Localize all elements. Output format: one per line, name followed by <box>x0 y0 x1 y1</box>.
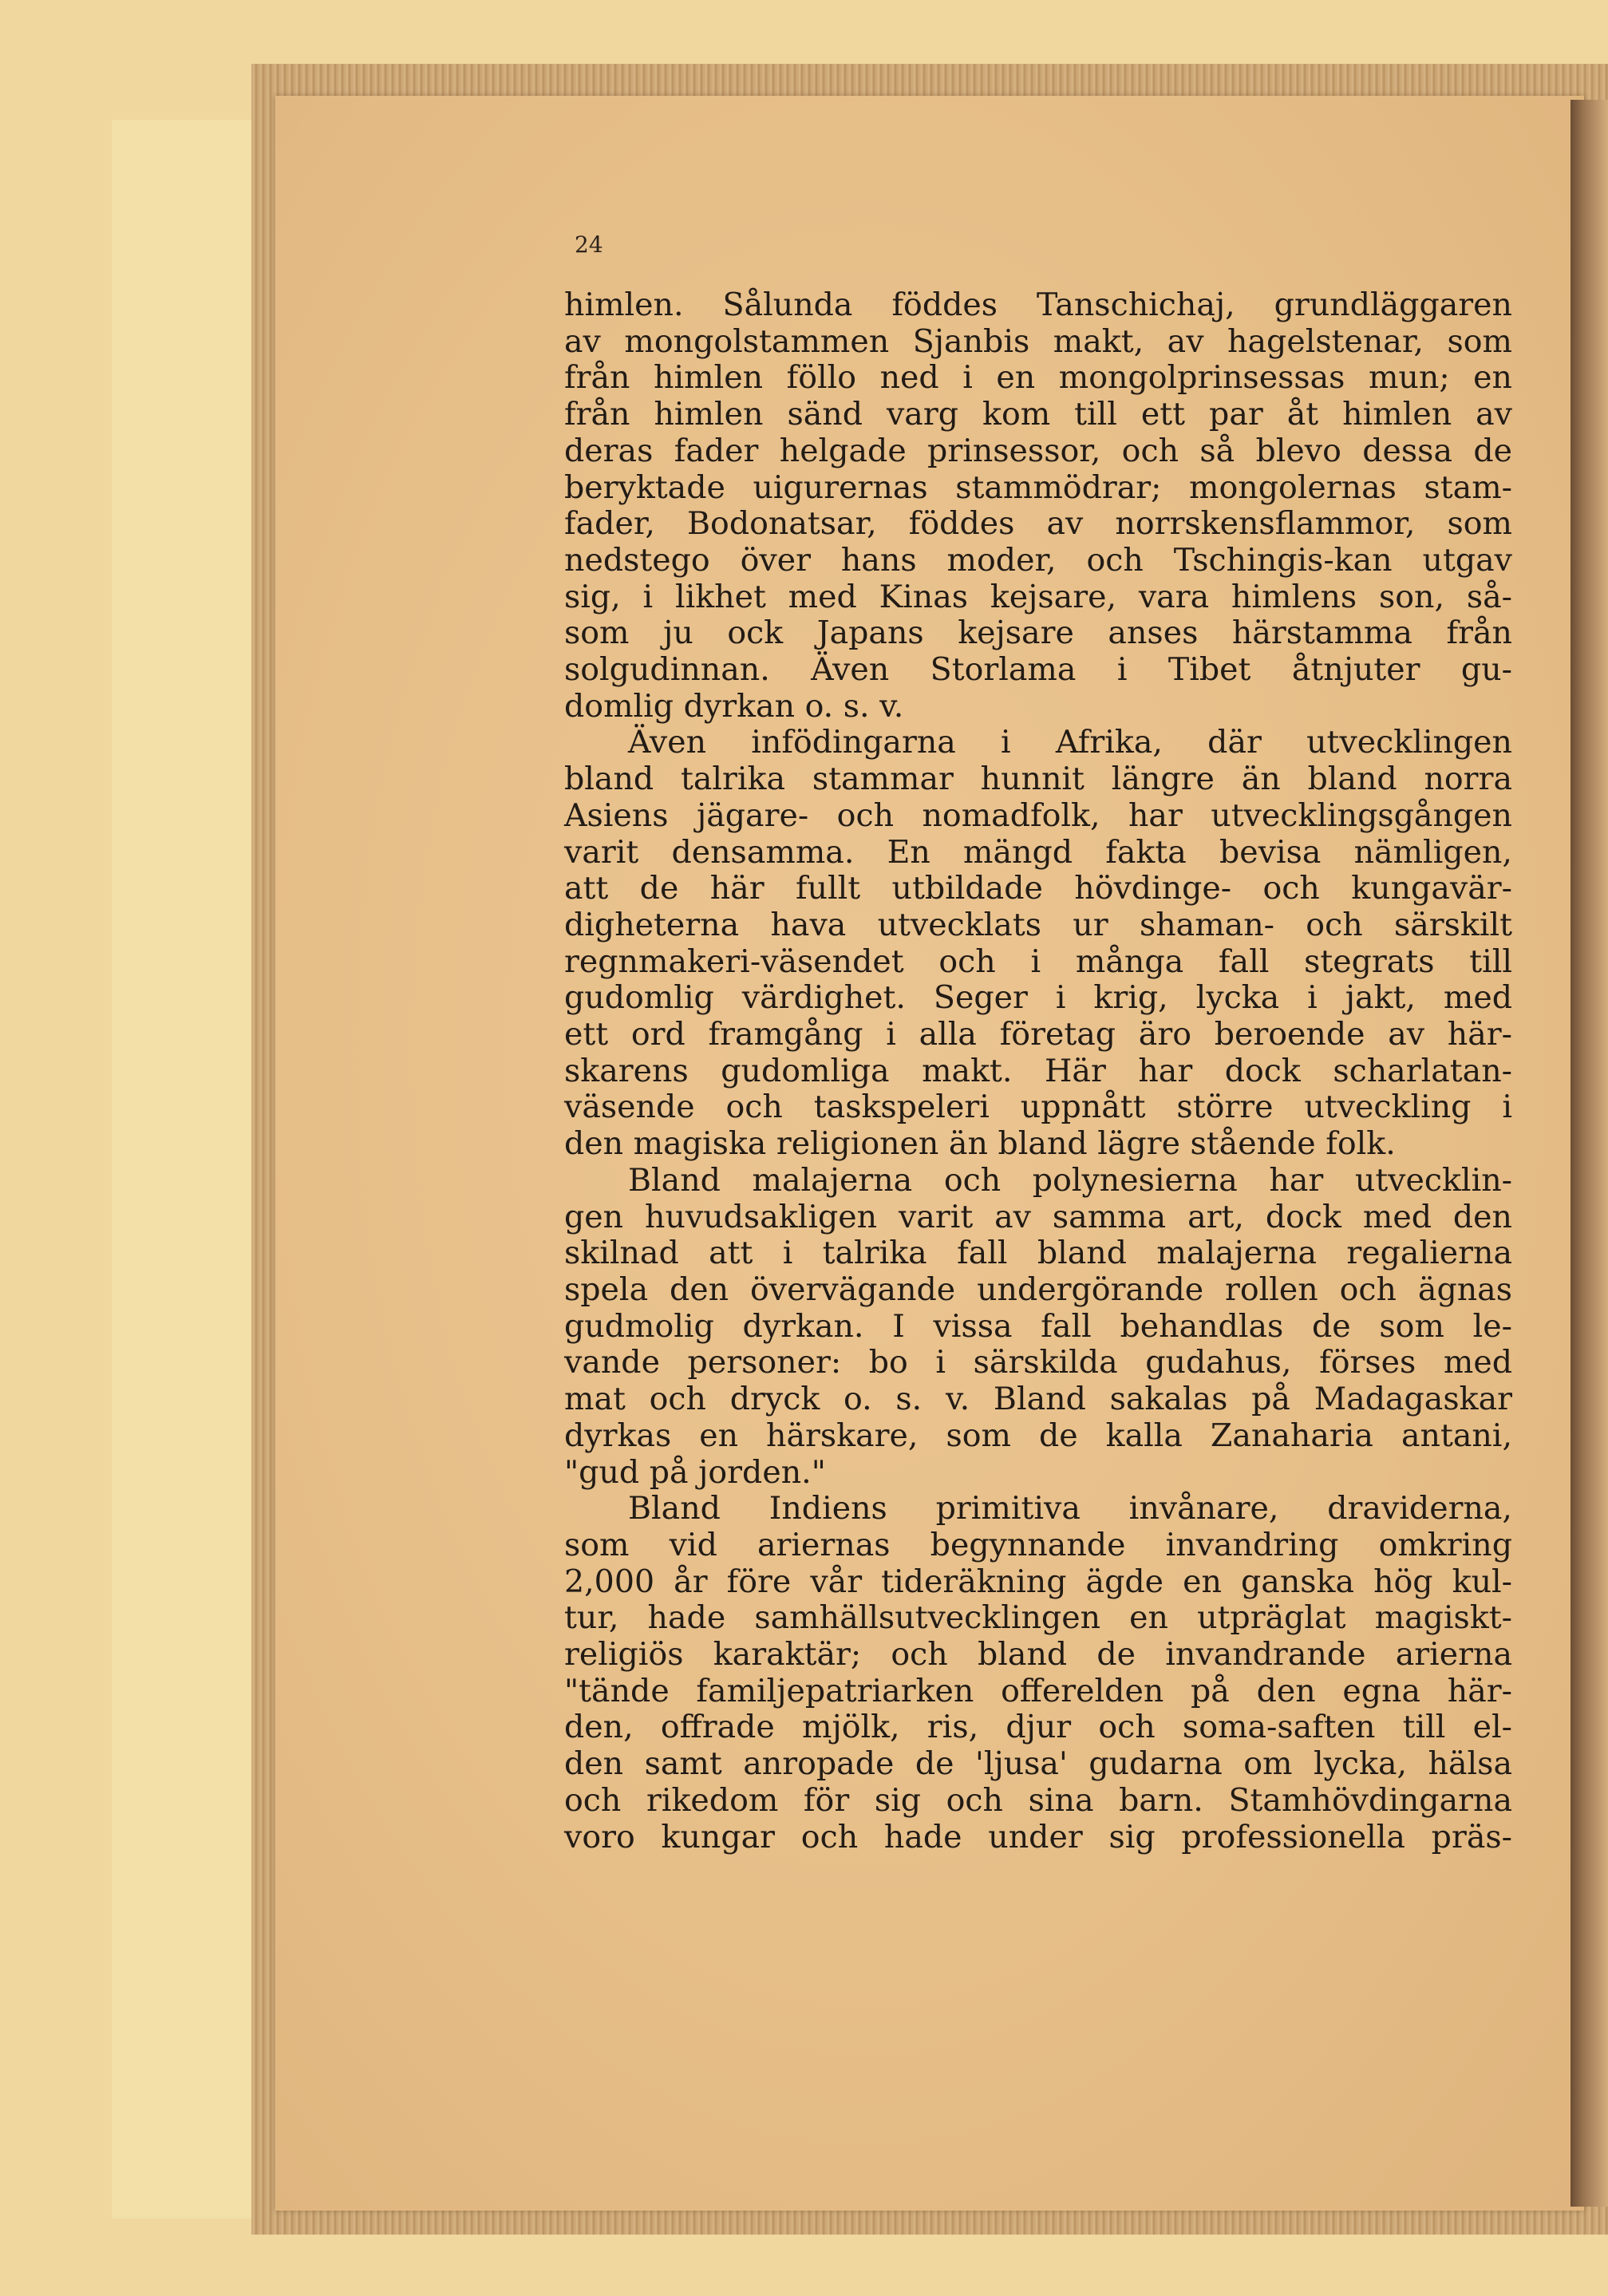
text-line: väsende och taskspeleri uppnått större utveckling i <box>564 1089 1512 1126</box>
text-line: Bland malajerna och polynesierna har utvecklin- <box>628 1161 1512 1199</box>
text-line: gen huvudsakligen varit av samma art, dock med den <box>564 1198 1512 1235</box>
text-line: den samt anropade de 'ljusa' gudarna om lycka, hälsa <box>564 1745 1512 1783</box>
text-line: dyrkas en härskare, som de kalla Zanaharia antani, <box>564 1417 1512 1454</box>
text-line: nedstego över hans moder, och Tschingis-kan utgav <box>564 541 1512 579</box>
text-line: skilnad att i talrika fall bland malajerna regalierna <box>564 1235 1512 1272</box>
text-line: som vid ariernas begynnande invandring omkring <box>564 1526 1512 1563</box>
text-line: bland talrika stammar hunnit längre än bland norra <box>564 761 1512 798</box>
text-line: tur, hade samhällsutvecklingen en utpräglat magiskt- <box>564 1599 1512 1637</box>
text-line: beryktade uigurernas stammödrar; mongolernas stam- <box>564 468 1512 506</box>
text-line: "gud på jorden." <box>564 1453 826 1491</box>
body-text <box>564 287 1512 1855</box>
text-line: Bland Indiens primitiva invånare, draviderna, <box>628 1490 1512 1527</box>
background-sheet <box>112 120 255 2219</box>
text-line: 2,000 år före vår tideräkning ägde en ganska hög kul- <box>564 1563 1512 1600</box>
text-line: solgudinnan. Även Storlama i Tibet åtnjuter gu- <box>564 651 1512 689</box>
text-line: varit densamma. En mängd fakta bevisa nämligen, <box>564 833 1512 871</box>
text-line: fader, Bodonatsar, föddes av norrskensflammor, som <box>564 505 1512 543</box>
text-line: ett ord framgång i alla företag äro beroende av här- <box>564 1016 1512 1053</box>
page-number: 24 <box>575 231 603 258</box>
text-line: gudmolig dyrkan. I vissa fall behandlas de som le- <box>564 1307 1512 1345</box>
text-line: gudomlig värdighet. Seger i krig, lycka i jakt, med <box>564 979 1512 1017</box>
text-line: Asiens jägare- och nomadfolk, har utvecklingsgången <box>564 796 1512 834</box>
text-line: den magiska religionen än bland lägre stående folk. <box>564 1125 1396 1163</box>
text-line: digheterna hava utvecklats ur shaman- och särskilt <box>564 906 1512 943</box>
text-line: himlen. Sålunda föddes Tanschichaj, grundläggaren <box>564 287 1512 323</box>
text-line: som ju ock Japans kejsare anses härstamma från <box>564 615 1512 652</box>
text-line: att de här fullt utbildade hövdinge- och kungavär- <box>564 870 1512 907</box>
text-line: av mongolstammen Sjanbis makt, av hagelstenar, som <box>564 322 1512 360</box>
text-line: från himlen föllo ned i en mongolprinsessas mun; en <box>564 359 1512 397</box>
text-line: domlig dyrkan o. s. v. <box>564 687 904 725</box>
text-line: spela den övervägande undergörande rollen och ägnas <box>564 1271 1512 1308</box>
text-line: voro kungar och hade under sig professionella präs- <box>564 1818 1512 1855</box>
text-line: och rikedom för sig och sina barn. Stamhövdingarna <box>564 1781 1512 1819</box>
text-line: mat och dryck o. s. v. Bland sakalas på Madagaskar <box>564 1381 1512 1418</box>
text-line: den, offrade mjölk, ris, djur och soma-saften till el- <box>564 1709 1512 1746</box>
book-spine-shadow <box>1570 100 1608 2207</box>
text-line: skarens gudomliga makt. Här har dock scharlatan- <box>564 1052 1512 1089</box>
text-line: vande personer: bo i särskilda gudahus, förses med <box>564 1344 1512 1381</box>
text-line: Även infödingarna i Afrika, där utvecklingen <box>628 724 1512 761</box>
text-line: sig, i likhet med Kinas kejsare, vara himlens son, så- <box>564 578 1512 615</box>
text-line: regnmakeri-väsendet och i många fall stegrats till <box>564 943 1512 980</box>
text-line: deras fader helgade prinsessor, och så blevo dessa de <box>564 432 1512 469</box>
text-line: "tände familjepatriarken offerelden på den egna här- <box>564 1672 1512 1709</box>
text-line: från himlen sänd varg kom till ett par åt himlen av <box>564 396 1512 433</box>
text-line: religiös karaktär; och bland de invandrande arierna <box>564 1636 1512 1674</box>
